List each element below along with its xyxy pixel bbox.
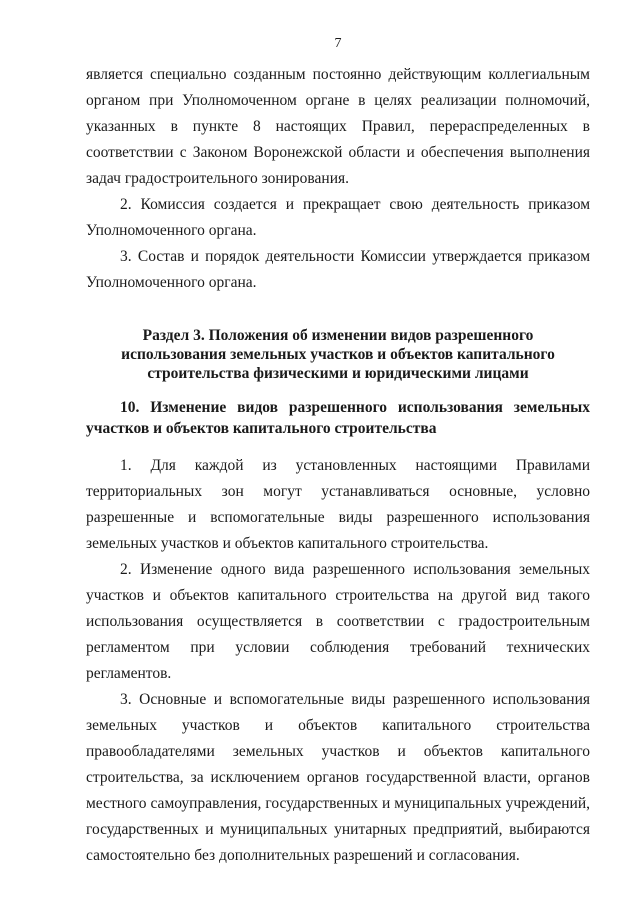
page-number: 7 [334,36,342,51]
paragraph-item-2: 2. Комиссия создается и прекращает свою деятельность приказом Уполномоченного органа. [86,196,590,239]
paragraph-item-3: 3. Состав и порядок деятельности Комиссии утверждается приказом Уполномоченного органа. [86,248,590,291]
article-title: 10. Изменение видов разрешенного использования земельных участков и объектов капитального строительства [86,399,590,437]
paragraph-continuation: является специально созданным постоянно действующим коллегиальным органом при Уполномоченном органе в целях реализации полномочий, указанных в пункте 8 настоящих Правил, перераспределенных в соответствии с Законом Воронежской области и обеспечения выполнения задач градостроительного зонирования. [86,66,590,187]
article-paragraph-1: 1. Для каждой из установленных настоящими Правилами территориальных зон могут устанавливаться основные, условно разрешенные и вспомогательные виды разрешенного использования земельных участков и объектов капитального строительства. [86,457,590,552]
section-title: Раздел 3. Положения об изменении видов разрешенного использования земельных участков и объектов капитального строительства физическими и юридическими лицами [121,327,555,382]
article-paragraph-2: 2. Изменение одного вида разрешенного использования земельных участков и объектов капитального строительства на другой вид такого использования осуществляется в соответствии с градостроительным регламентом при условии соблюдения требований технических регламентов. [86,561,590,682]
article-paragraph-3: 3. Основные и вспомогательные виды разрешенного использования земельных участков и объектов капитального строительства правообладателями земельных участков и объектов капитального строительства, за исключением органов государственной власти, органов местного самоуправления, государственных и муниципальных учреждений, государственных и муниципальных унитарных предприятий, выбираются самостоятельно без дополнительных разрешений и согласования. [86,691,590,864]
